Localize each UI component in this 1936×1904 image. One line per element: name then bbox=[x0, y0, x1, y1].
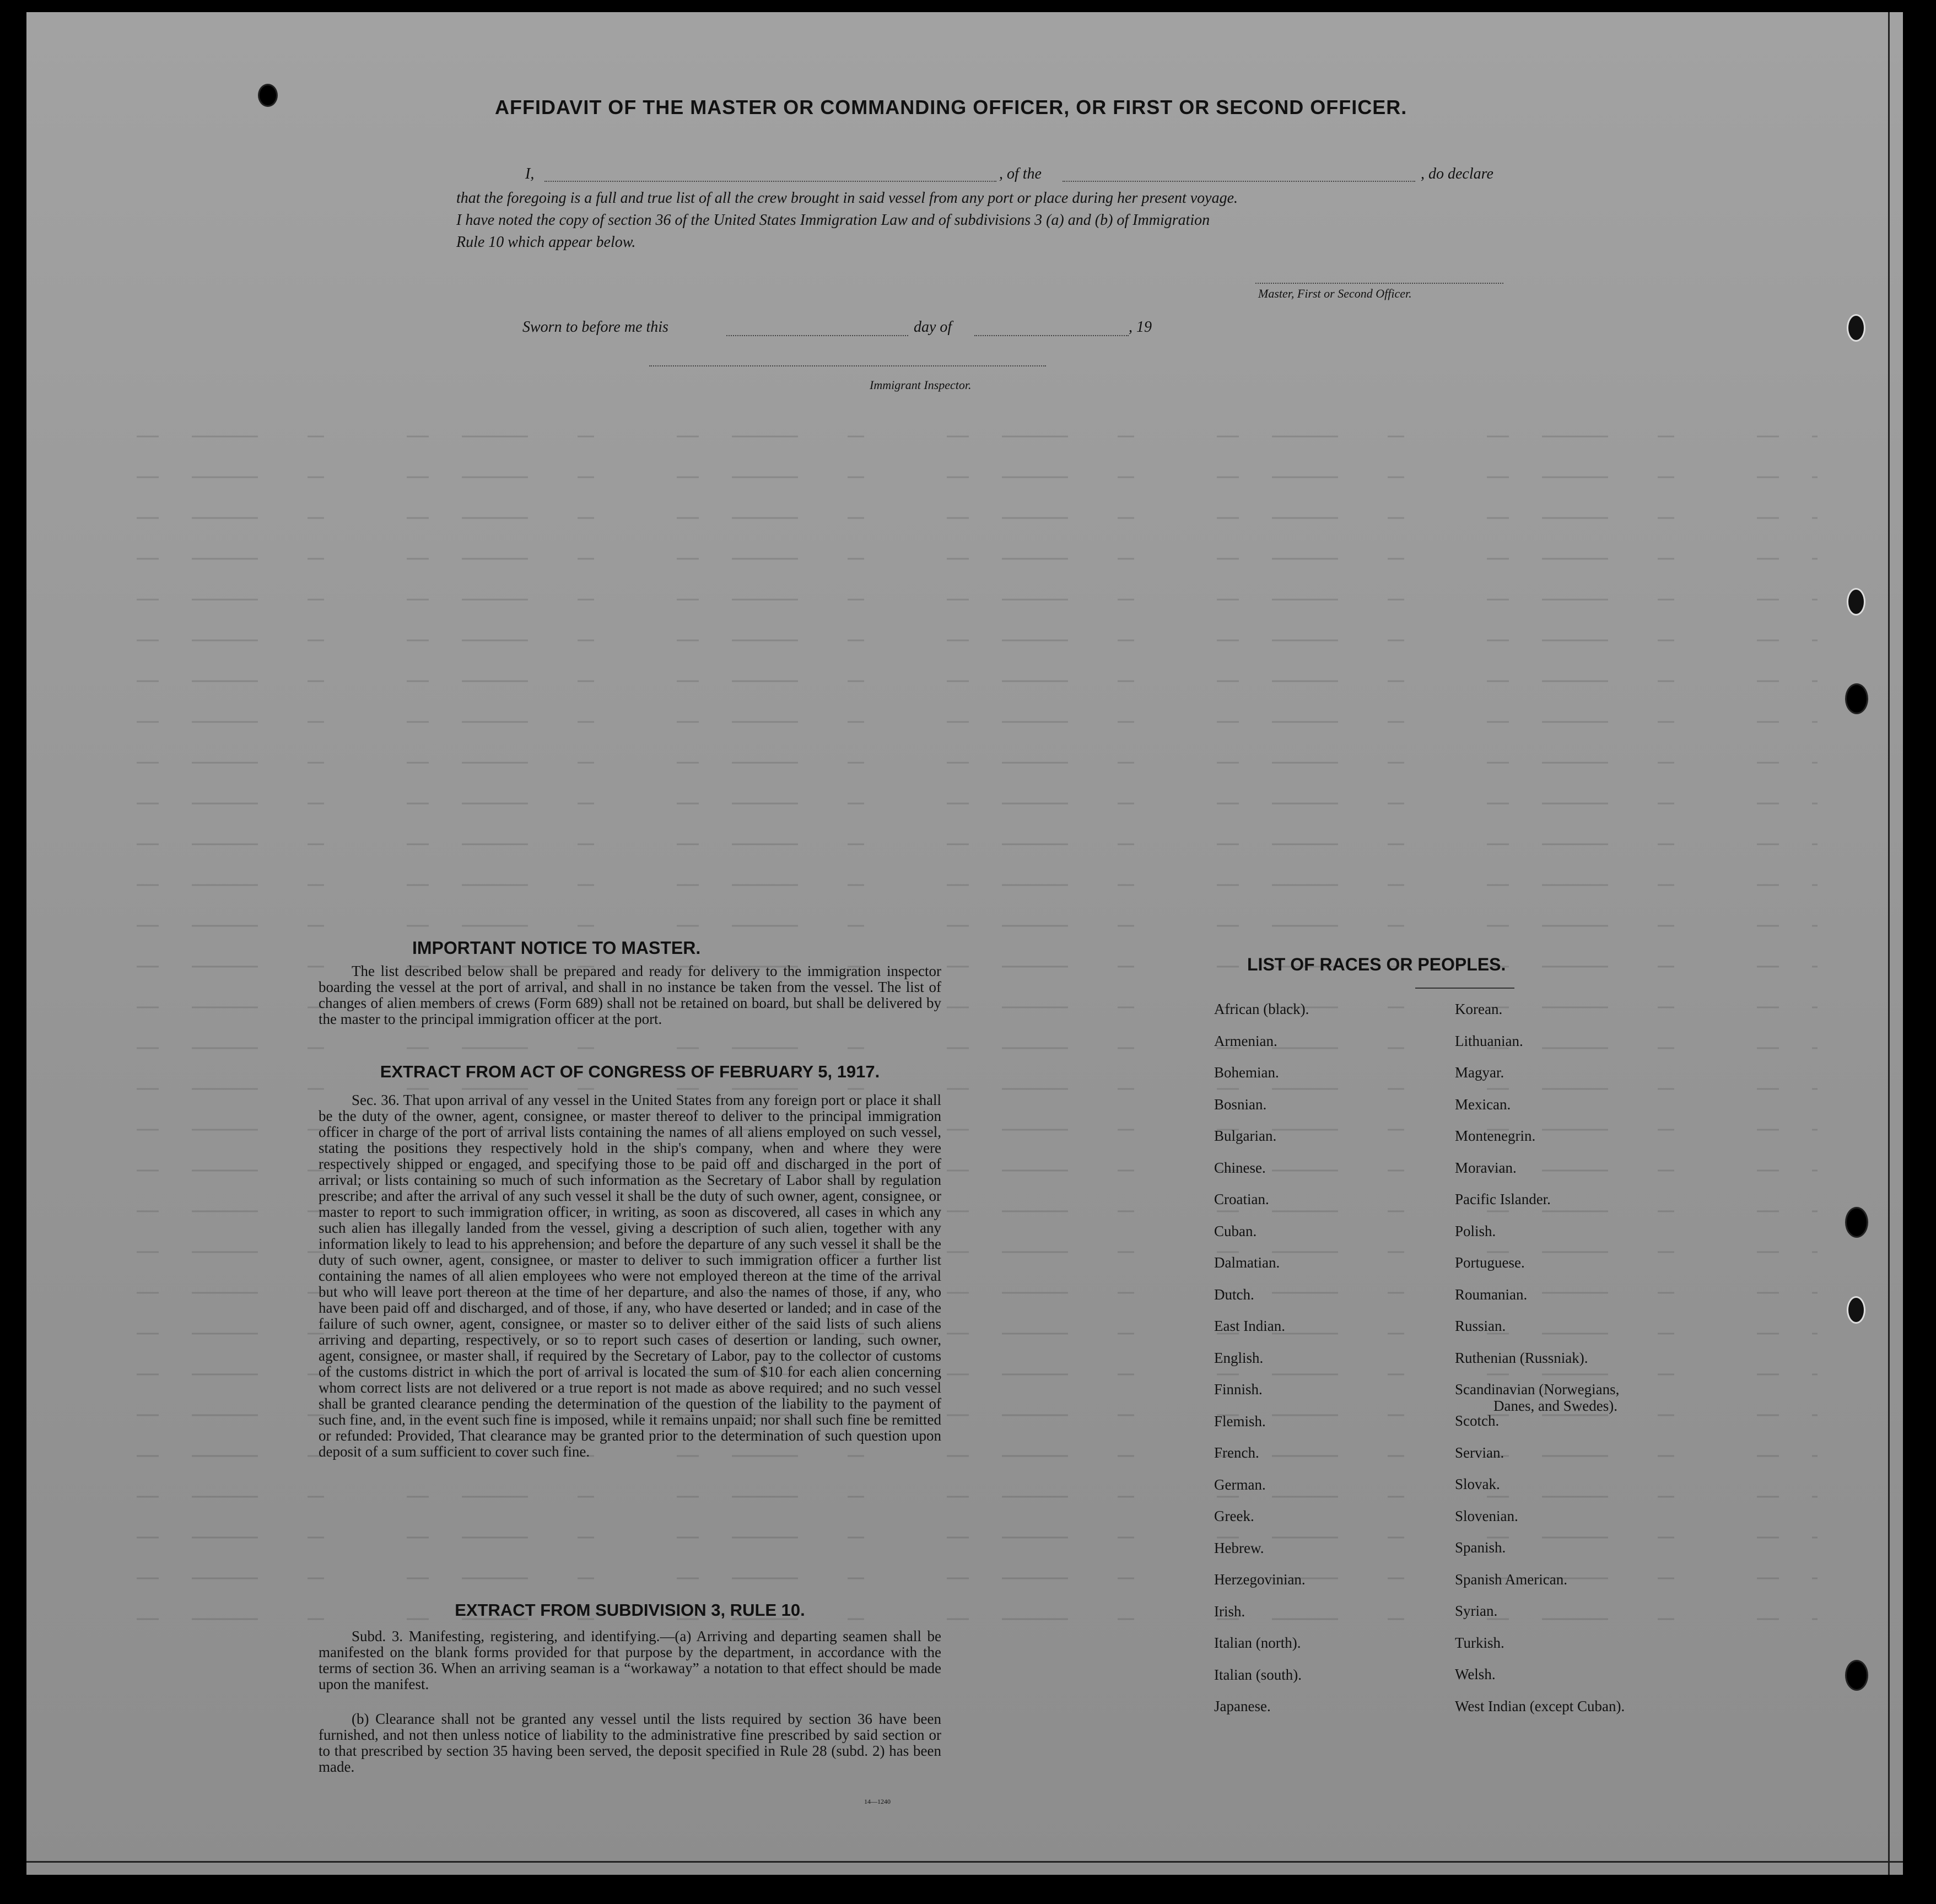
extract-act-title: EXTRACT FROM ACT OF CONGRESS OF FEBRUARY 5, 1917. bbox=[380, 1062, 880, 1081]
sworn-day-blank[interactable] bbox=[726, 335, 908, 336]
race-item: French. bbox=[1214, 1444, 1259, 1461]
punch-hole-2 bbox=[1847, 588, 1865, 616]
race-item: Scotch. bbox=[1455, 1412, 1500, 1429]
bleed-through-texture bbox=[26, 12, 1903, 1875]
race-item: Croatian. bbox=[1214, 1191, 1269, 1207]
race-item: Ruthenian (Russniak). bbox=[1455, 1349, 1588, 1366]
punch-hole-3 bbox=[1845, 683, 1868, 714]
race-item: Bosnian. bbox=[1214, 1096, 1267, 1113]
race-item: West Indian (except Cuban). bbox=[1455, 1697, 1625, 1714]
extract-act-text: Sec. 36. That upon arrival of any vessel in the United States from any foreign port or place it shall be the duty of the owner, agent, consignee, or master thereof to deliver to the principal immigration officer in charge of the port of arrival lists containing the names of all aliens employed on such vessel, stating the positions they respectively hold in the ship's company, when and where they were respectively shipped or engaged, and specifying those to be paid off and discharged in the port of arrival; or lists containing so much of such information as the Secretary of Labor shall by regulation prescribe; and after the arrival of any such vessel it shall be the duty of such owner, agent, consignee, or master to report to such immigration officer, in writing, as soon as discovered, all cases in which any such alien has illegally landed from the vessel, giving a description of such alien, together with any information likely to lead to his apprehension; and before the departure of any such vessel it shall be the duty of such owner, agent, consignee, or master to deliver to such immigration officer a further list containing the names of all alien employees who were not employed thereon at the time of the arrival but who will leave port thereon at the time of her departure, and also the names of those, if any, who have been paid off and discharged, and of those, if any, who have deserted or landed; and in case of the failure of such owner, agent, consignee, or master so to deliver either of the said lists of such aliens arriving and departing, respectively, or so to report such cases of desertion or landing, such owner, agent, consignee, or master shall, if required by the Secretary of Labor, pay to the collector of customs of the customs district in which the port of arrival is located the sum of $10 for each alien concerning whom correct lists are not delivered or a true report is not made as above required; and no such vessel shall be granted clearance pending the determination of the question of the liability to the payment of such fine, and, in the event such fine is imposed, while it remains unpaid; nor shall such fine be remitted or refunded: Provided, That clearance may be granted prior to the determination of such question upon deposit of a sum sufficient to cover such fine. bbox=[319, 1092, 941, 1460]
race-item: Greek. bbox=[1214, 1508, 1254, 1524]
race-item: Chinese. bbox=[1214, 1159, 1266, 1176]
extract-rule-text-a: Subd. 3. Manifesting, registering, and identifying.—(a) Arriving and departing seamen shall be manifested on the blank forms provided for that purpose by the department, in accordance with the terms of section 36. When an arriving seaman is a “workaway” a notation to that effect should be made upon the manifest. bbox=[319, 1628, 941, 1692]
inspector-caption: Immigrant Inspector. bbox=[870, 378, 972, 392]
sworn-month-blank[interactable] bbox=[974, 335, 1129, 336]
notice-text: The list described below shall be prepared and ready for delivery to the immigration inspector boarding the vessel at the port of arrival, and shall in no instance be taken from the vessel. The list of changes of alien members of crews (Form 689) shall not be retained on board, but shall be delivered by the master to the principal immigration officer at the port. bbox=[319, 963, 941, 1027]
race-item: Montenegrin. bbox=[1455, 1128, 1536, 1144]
race-item: Irish. bbox=[1214, 1603, 1245, 1620]
race-item: Turkish. bbox=[1455, 1634, 1504, 1651]
race-item: Welsh. bbox=[1455, 1666, 1496, 1682]
race-item: Dutch. bbox=[1214, 1286, 1254, 1303]
race-item: Russian. bbox=[1455, 1318, 1506, 1334]
race-item: Flemish. bbox=[1214, 1412, 1266, 1430]
race-item: Spanish American. bbox=[1455, 1571, 1567, 1588]
race-item: Magyar. bbox=[1455, 1064, 1504, 1081]
affidavit-line-3: I have noted the copy of section 36 of the United States Immigration Law and of subdivisions 3 (a) and (b) of Immigration bbox=[456, 212, 1210, 229]
race-item: Slovak. bbox=[1455, 1476, 1500, 1492]
race-item: Japanese. bbox=[1214, 1698, 1271, 1714]
punch-hole-6 bbox=[1845, 1660, 1868, 1691]
race-item: Mexican. bbox=[1455, 1096, 1511, 1113]
bottom-edge-line bbox=[26, 1861, 1903, 1863]
master-caption: Master, First or Second Officer. bbox=[1258, 287, 1412, 300]
punch-hole-4 bbox=[1845, 1207, 1868, 1238]
race-item: German. bbox=[1214, 1476, 1266, 1493]
race-item: Italian (north). bbox=[1214, 1635, 1301, 1651]
race-item: East Indian. bbox=[1214, 1318, 1285, 1334]
right-edge-line bbox=[1888, 12, 1890, 1875]
form-number: 14—1240 bbox=[864, 1798, 891, 1805]
race-item: English. bbox=[1214, 1349, 1264, 1366]
document-sheet bbox=[26, 12, 1903, 1875]
master-signature-line[interactable] bbox=[1255, 282, 1503, 284]
race-item: Italian (south). bbox=[1214, 1666, 1302, 1683]
extract-rule-title: EXTRACT FROM SUBDIVISION 3, RULE 10. bbox=[455, 1600, 805, 1620]
race-item: Spanish. bbox=[1455, 1539, 1506, 1556]
race-item: Hebrew. bbox=[1214, 1539, 1264, 1556]
year-text: , 19 bbox=[1129, 319, 1152, 336]
name-blank[interactable] bbox=[544, 180, 996, 182]
race-item: Polish. bbox=[1455, 1222, 1496, 1239]
punch-hole-1 bbox=[1847, 314, 1865, 342]
race-item: Bulgarian. bbox=[1214, 1128, 1277, 1144]
race-item: Finnish. bbox=[1214, 1381, 1263, 1398]
day-of-text: day of bbox=[914, 319, 952, 336]
race-item: Portuguese. bbox=[1455, 1254, 1525, 1271]
sworn-text: Sworn to before me this bbox=[522, 319, 668, 336]
punch-hole-5 bbox=[1847, 1296, 1865, 1324]
vessel-blank[interactable] bbox=[1063, 180, 1415, 182]
affidavit-title: AFFIDAVIT OF THE MASTER OR COMMANDING OFFICER, OR FIRST OR SECOND OFFICER. bbox=[495, 96, 1407, 118]
race-item: African (black). bbox=[1214, 1001, 1309, 1017]
affidavit-line-4: Rule 10 which appear below. bbox=[456, 234, 636, 251]
affidavit-i: I, bbox=[525, 165, 535, 182]
race-item: Slovenian. bbox=[1455, 1507, 1518, 1524]
inspector-signature-line[interactable] bbox=[649, 365, 1046, 366]
race-item: Dalmatian. bbox=[1214, 1254, 1280, 1271]
race-item: Lithuanian. bbox=[1455, 1032, 1523, 1049]
race-item: Armenian. bbox=[1214, 1032, 1277, 1049]
race-item: Danes, and Swedes). bbox=[1493, 1398, 1617, 1414]
punch-hole-7 bbox=[258, 84, 278, 107]
race-item: Bohemian. bbox=[1214, 1064, 1279, 1081]
race-item: Servian. bbox=[1455, 1444, 1504, 1461]
affidavit-of-the: , of the bbox=[999, 165, 1042, 182]
race-item: Pacific Islander. bbox=[1455, 1191, 1551, 1207]
race-item: Korean. bbox=[1455, 1001, 1503, 1017]
affidavit-line-2: that the foregoing is a full and true list of all the crew brought in said vessel from any port or place during her present voyage. bbox=[456, 190, 1238, 207]
race-item: Herzegovinian. bbox=[1214, 1571, 1306, 1588]
race-item: Moravian. bbox=[1455, 1159, 1517, 1176]
notice-title: IMPORTANT NOTICE TO MASTER. bbox=[412, 938, 701, 958]
affidavit-declare: , do declare bbox=[1421, 165, 1493, 182]
race-item: Cuban. bbox=[1214, 1222, 1257, 1239]
races-title: LIST OF RACES OR PEOPLES. bbox=[1247, 954, 1506, 974]
extract-rule-text-b: (b) Clearance shall not be granted any vessel until the lists required by section 36 have been furnished, and not then unless notice of liability to the administrative fine prescribed by said section or to that prescribed by section 35 having been served, the deposit specified in Rule 28 (subd. 2) has been made. bbox=[319, 1711, 941, 1775]
race-item: Scandinavian (Norwegians, bbox=[1455, 1381, 1620, 1398]
race-item: Roumanian. bbox=[1455, 1286, 1528, 1303]
race-item: Syrian. bbox=[1455, 1603, 1498, 1619]
races-title-rule bbox=[1415, 988, 1514, 989]
